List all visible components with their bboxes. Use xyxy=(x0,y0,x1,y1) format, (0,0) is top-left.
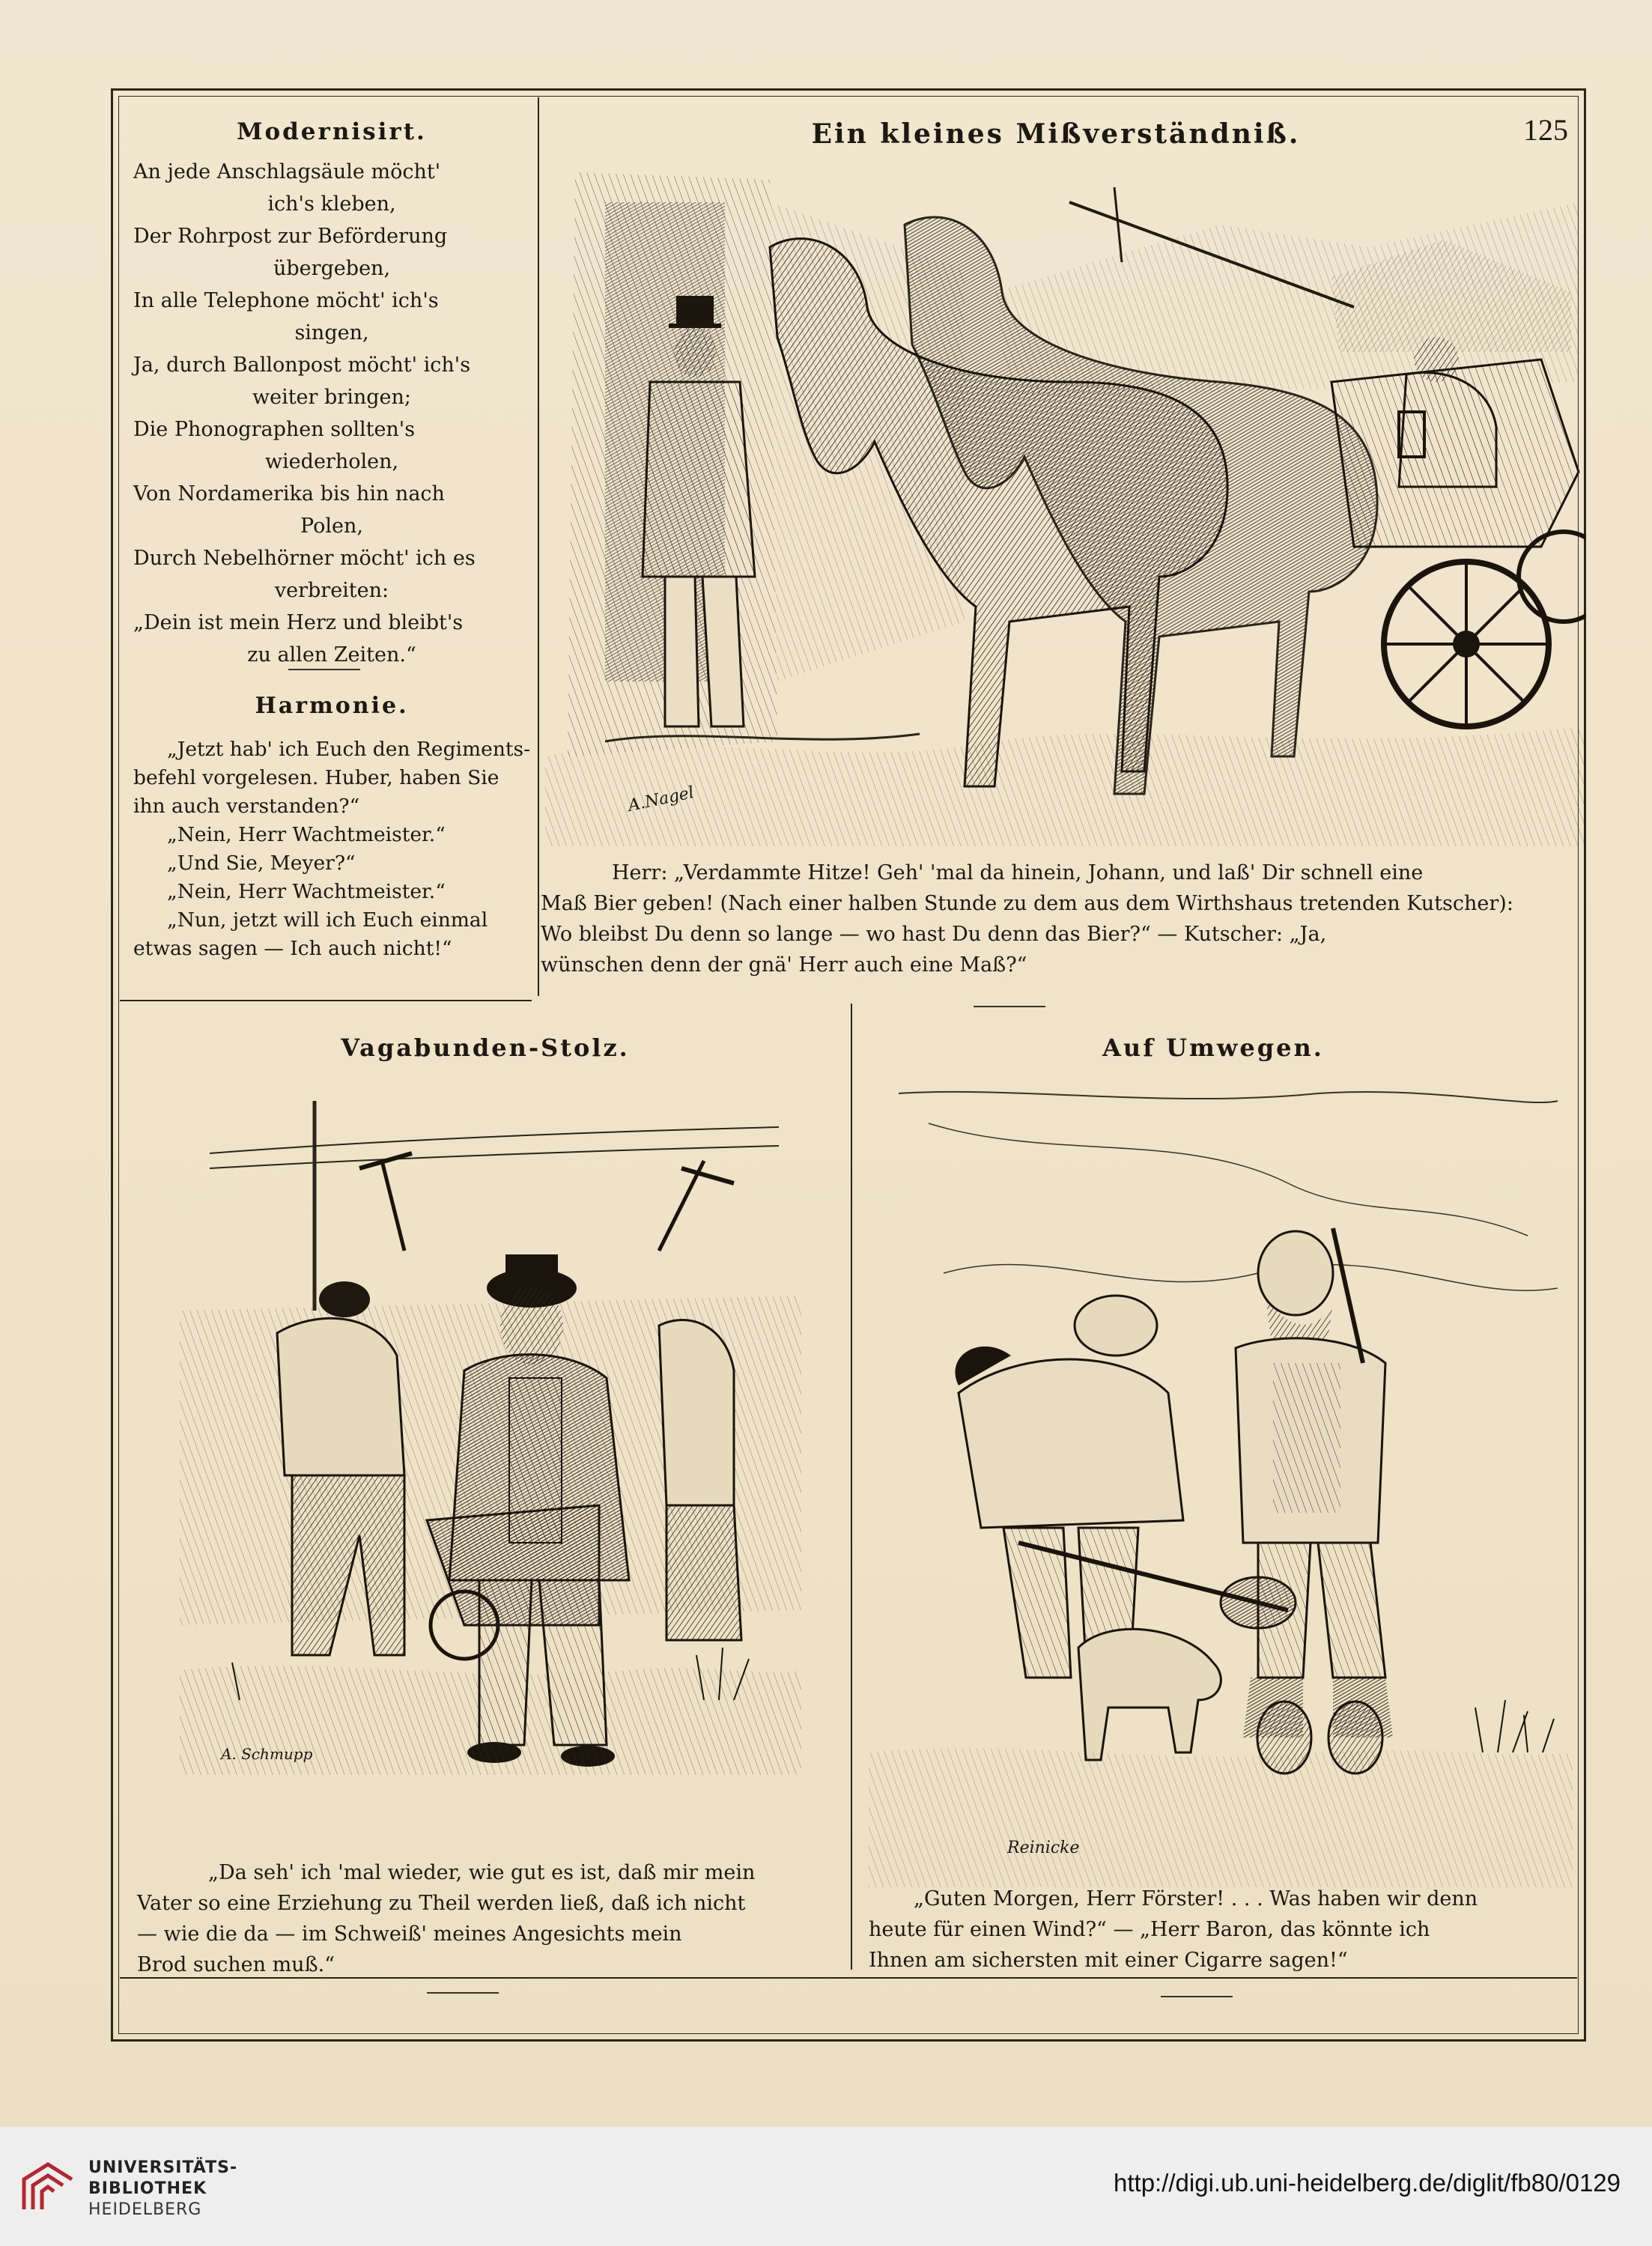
source-url-link[interactable]: http://digi.ub.uni-heidelberg.de/diglit/fb80/0129 xyxy=(1114,2169,1621,2197)
row-rule xyxy=(120,1000,532,1001)
poem-line: An jede Anschlagsäule möcht' xyxy=(133,160,441,183)
poem-line: „Dein ist mein Herz und bleibt's xyxy=(133,611,464,634)
harmonie-title: Harmonie. xyxy=(255,693,409,719)
caption-line: „Da seh' ich 'mal wieder, wie gut es ist, daß mir mein xyxy=(208,1861,756,1884)
artist-signature: Reinicke xyxy=(1007,1839,1080,1857)
poem-line: In alle Telephone möcht' ich's xyxy=(133,289,439,312)
cartoon-title-right: Auf Umwegen. xyxy=(1102,1034,1324,1062)
caption-line: wünschen denn der gnä' Herr auch eine Maß?“ xyxy=(541,953,1027,977)
column-rule-top xyxy=(538,97,539,996)
caption-line: Brod suchen muß.“ xyxy=(137,1953,335,1976)
dialog-line: „Und Sie, Meyer?“ xyxy=(167,852,356,875)
dialog-line: befehl vorgelesen. Huber, haben Sie xyxy=(133,766,499,789)
caption-line: Maß Bier geben! (Nach einer halben Stunde zu dem aus dem Wirthshaus tretenden Kutscher): xyxy=(541,892,1513,915)
caption-vagabond xyxy=(137,1857,830,1980)
poem-line: singen, xyxy=(294,321,369,345)
dialog-line: „Nun, jetzt will ich Euch einmal xyxy=(167,908,488,932)
caption-line: „Guten Morgen, Herr Förster! . . . Was haben wir denn xyxy=(914,1887,1478,1910)
caption-line: Wo bleibst Du denn so lange — wo hast Du denn das Bier?“ — Kutscher: „Ja, xyxy=(541,923,1327,946)
logo-text-line: HEIDELBERG xyxy=(88,2200,202,2219)
artist-signature: A. Schmupp xyxy=(221,1745,313,1763)
caption-line: — wie die da — im Schweiß' meines Angesichts mein xyxy=(137,1922,682,1946)
poem-line: übergeben, xyxy=(273,257,391,280)
poem-line: ich's kleben, xyxy=(267,192,396,216)
poem-line: Polen, xyxy=(300,515,363,538)
poem-line: Der Rohrpost zur Beförderung xyxy=(133,225,448,248)
poem-line: wiederholen, xyxy=(264,450,399,473)
poem-line: weiter bringen; xyxy=(252,386,411,409)
poem-title: Modernisirt. xyxy=(237,118,427,145)
illustration-vagabond xyxy=(180,1086,801,1775)
illustration-carriage xyxy=(545,157,1586,846)
separator xyxy=(1161,1996,1233,1997)
caption-line: Ihnen am sichersten mit einer Cigarre sagen!“ xyxy=(869,1949,1348,1972)
artist-signature: A.Nagel xyxy=(626,783,696,816)
poem-line: zu allen Zeiten.“ xyxy=(247,643,416,667)
caption-forester xyxy=(869,1884,1569,1976)
dialog-line: „Nein, Herr Wachtmeister.“ xyxy=(167,823,446,846)
viewer-footer xyxy=(0,2127,1652,2246)
dialog-line: etwas sagen — Ich auch nicht!“ xyxy=(133,937,452,960)
separator xyxy=(427,1992,499,1994)
dialog-line: ihn auch verstanden?“ xyxy=(133,795,360,818)
caption-line: Vater so eine Erziehung zu Theil werden ließ, daß ich nicht xyxy=(137,1892,746,1915)
dialog-line: „Nein, Herr Wachtmeister.“ xyxy=(167,880,446,903)
logo-text-line: UNIVERSITÄTS- xyxy=(88,2158,238,2177)
separator xyxy=(974,1006,1045,1007)
poem-line: Von Nordamerika bis hin nach xyxy=(133,482,445,506)
dialog-line: „Jetzt hab' ich Euch den Regiments- xyxy=(167,738,531,761)
caption-carriage xyxy=(541,858,1567,980)
logo-text-line: BIBLIOTHEK xyxy=(88,2179,207,2198)
cartoon-title-left: Vagabunden-Stolz. xyxy=(341,1034,630,1062)
poem-line: Durch Nebelhörner möcht' ich es xyxy=(133,547,476,570)
university-logo-icon xyxy=(18,2157,78,2217)
illustration-forester xyxy=(869,1078,1573,1887)
page-number: 125 xyxy=(1523,113,1568,147)
poem-modernisirt xyxy=(133,156,530,671)
poem-line: Ja, durch Ballonpost möcht' ich's xyxy=(133,353,471,377)
poem-line: verbreiten: xyxy=(274,579,389,602)
cartoon-title-top: Ein kleines Mißverständniß. xyxy=(811,118,1301,150)
caption-line: Herr: „Verdammte Hitze! Geh' 'mal da hinein, Johann, und laß' Dir schnell eine xyxy=(612,861,1424,884)
caption-line: heute für einen Wind?“ — „Herr Baron, das könnte ich xyxy=(869,1918,1430,1941)
separator xyxy=(288,669,360,670)
column-rule-bottom xyxy=(851,1004,852,1970)
poem-line: Die Phonographen sollten's xyxy=(133,418,416,441)
harmonie-dialog xyxy=(133,735,530,963)
